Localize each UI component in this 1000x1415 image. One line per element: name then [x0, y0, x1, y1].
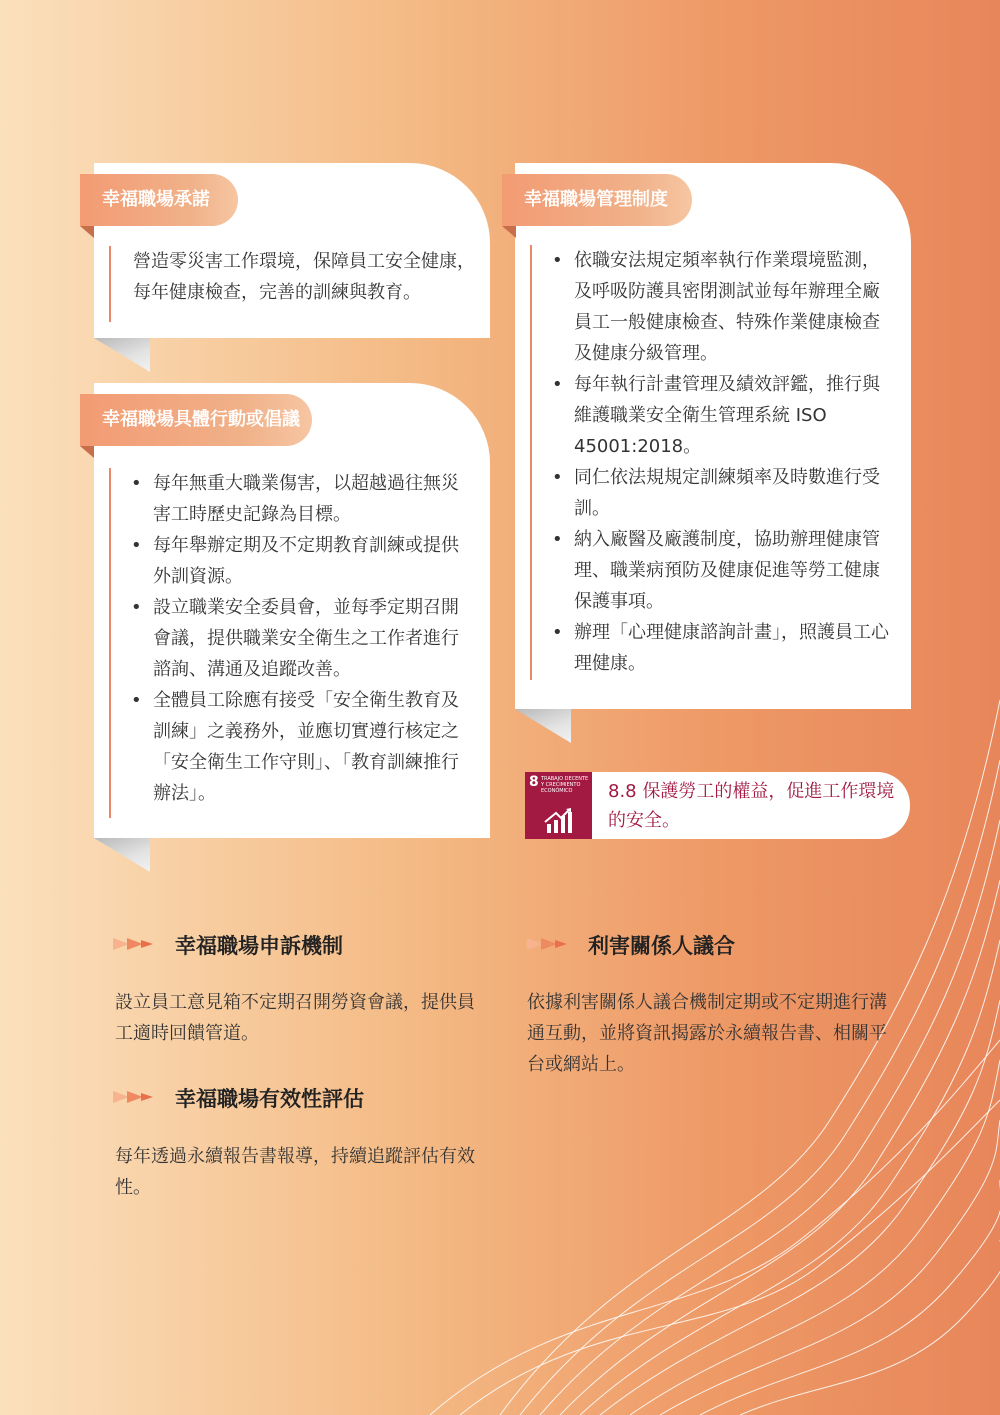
list-item: • 辦理「心理健康諮詢計畫」，照護員工心理健康。: [544, 617, 892, 679]
list-item: • 每年執行計畫管理及績效評鑑，推行與維護職業安全衛生管理系統 ISO 45001:2018。: [544, 369, 892, 462]
card-fold-decoration: [94, 338, 150, 372]
complaint-text: 設立員工意見箱不定期召開勞資會議，提供員工適時回饋管道。: [115, 992, 475, 1044]
tag-tail: [80, 226, 94, 238]
effectiveness-text: 每年透過永續報告書報導，持續追蹤評估有效性。: [115, 1146, 475, 1198]
sdg-label: TRABAJO DECENTE Y CRECIMIENTO ECONÓMICO: [541, 776, 589, 794]
tag-tail: [80, 446, 94, 458]
list-item: • 納入廠醫及廠護制度，協助辦理健康管理、職業病預防及健康促進等勞工健康保護事項。: [544, 524, 892, 617]
arrow-right-double-icon: [113, 937, 157, 951]
sdg-number: 8: [529, 774, 539, 790]
arrow-right-double-icon: [113, 1090, 157, 1104]
effectiveness-heading: 幸福職場有效性評估: [175, 1087, 364, 1111]
list-item: • 每年無重大職業傷害，以超越過往無災害工時歷史記錄為目標。: [123, 468, 471, 530]
management-list-wrap: [530, 245, 892, 680]
sdg-target-text: 8.8 保護勞工的權益，促進工作環境的安全。: [608, 781, 895, 831]
card-fold-decoration: [515, 709, 571, 743]
actions-tag: 幸福職場具體行動或倡議: [80, 394, 312, 446]
stakeholder-text: 依據利害關係人議合機制定期或不定期進行溝通互動，並將資訊揭露於永續報告書、相關平台或網站上。: [527, 992, 887, 1075]
management-tag: 幸福職場管理制度: [502, 174, 692, 226]
actions-list-wrap: [109, 468, 471, 818]
sdg8-logo: [525, 772, 592, 839]
list-item: • 全體員工除應有接受「安全衛生教育及訓練」之義務外，並應切實遵行核定之「安全衛生工作守則」、「教育訓練推行辦法」。: [123, 685, 471, 809]
commitment-tag: 幸福職場承諾: [80, 174, 238, 226]
stakeholder-heading: 利害關係人議合: [588, 934, 735, 958]
list-item: • 設立職業安全委員會，並每季定期召開會議，提供職業安全衛生之工作者進行諮詢、溝通及追蹤改善。: [123, 592, 471, 685]
list-item: • 依職安法規定頻率執行作業環境監測，及呼吸防護具密閉測試並每年辦理全廠員工一般健康檢查、特殊作業健康檢查及健康分級管理。: [544, 245, 892, 369]
growth-chart-icon: [544, 808, 574, 834]
complaint-heading: 幸福職場申訴機制: [175, 934, 343, 958]
tag-tail: [502, 226, 516, 238]
commitment-text: 營造零災害工作環境，保障員工安全健康，每年健康檢查，完善的訓練與教育。: [109, 246, 489, 322]
actions-list: [111, 468, 471, 809]
list-item: • 同仁依法規規定訓練頻率及時數進行受訓。: [544, 462, 892, 524]
arrow-right-double-icon: [527, 937, 571, 951]
sdg-goal-banner: [525, 772, 910, 839]
card-fold-decoration: [94, 838, 150, 872]
list-item: • 每年舉辦定期及不定期教育訓練或提供外訓資源。: [123, 530, 471, 592]
management-list: [532, 245, 892, 679]
